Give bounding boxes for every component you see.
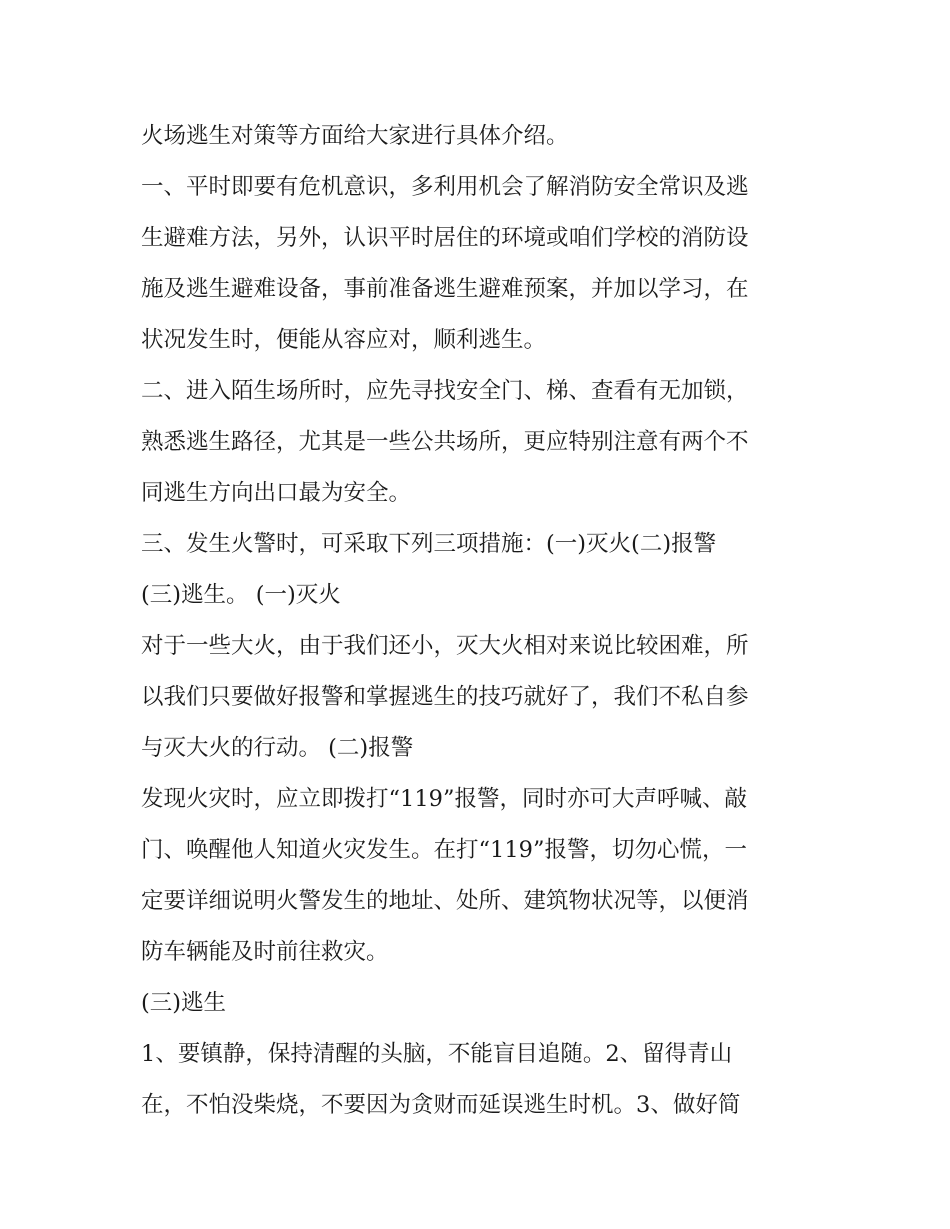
text-line: 生避难方法，另外，认识平时居住的环境或咱们学校的消防设 [141,225,749,251]
text-line: 状况发生时，便能从容应对，顺利逃生。 [141,327,547,353]
text-line: 防车辆能及时前往救灾。 [141,939,389,965]
text-line: 以我们只要做好报警和掌握逃生的技巧就好了，我们不私自参 [141,684,749,710]
text-line: 二、进入陌生场所时，应先寻找安全门、梯、查看有无加锁， [141,378,749,404]
text-line: 施及逃生避难设备，事前准备逃生避难预案，并加以学习，在 [141,276,749,302]
text-line: (三)逃生 [141,990,227,1016]
text-line: 熟悉逃生路径，尤其是一些公共场所，更应特别注意有两个不 [141,429,749,455]
text-line: 门、唤醒他人知道火灾发生。在打“119”报警，切勿心慌，一 [141,837,747,863]
body-text [141,111,821,1131]
text-line: (三)逃生。 (一)灭火 [141,582,341,608]
text-line: 一、平时即要有危机意识，多利用机会了解消防安全常识及逃 [141,174,749,200]
text-line: 对于一些大火，由于我们还小，灭大火相对来说比较困难，所 [141,633,749,659]
text-line: 在，不怕没柴烧，不要因为贪财而延误逃生时机。3、做好简 [141,1092,741,1118]
text-line: 定要详细说明火警发生的地址、处所、建筑物状况等，以便消 [141,888,749,914]
text-line: 1、要镇静，保持清醒的头脑，不能盲目追随。2、留得青山 [141,1041,733,1067]
text-line: 与灭大火的行动。 (二)报警 [141,735,414,761]
text-line: 同逃生方向出口最为安全。 [141,480,412,506]
text-line: 发现火灾时，应立即拨打“119”报警，同时亦可大声呼喊、敲 [141,786,747,812]
text-line: 火场逃生对策等方面给大家进行具体介绍。 [141,123,569,149]
text-line: 三、发生火警时，可采取下列三项措施：(一)灭火(二)报警 [141,531,717,557]
